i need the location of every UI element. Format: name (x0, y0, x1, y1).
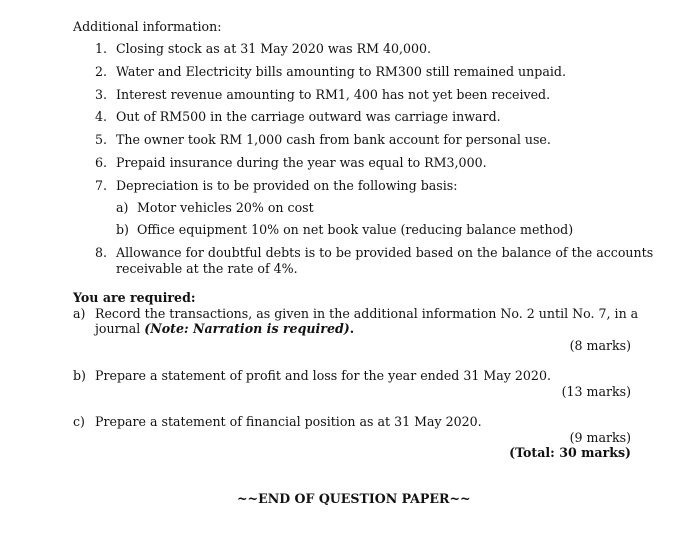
item-text: Interest revenue amounting to RM1, 400 has not yet been received. (116, 87, 551, 102)
item-number: 8. (95, 245, 108, 260)
item-number: 6. (95, 155, 108, 170)
question-text: Prepare a statement of financial position as at 31 May 2020. (95, 414, 482, 429)
question-text: Record the transactions, as given in the additional information No. 2 until No. 7, in a (95, 306, 639, 321)
question-label: c) (73, 414, 85, 429)
sub-item-text: Motor vehicles 20% on cost (137, 200, 314, 215)
item-text: Depreciation is to be provided on the following basis: (116, 178, 458, 193)
period: . (349, 321, 355, 336)
item-number: 5. (95, 132, 108, 147)
question-text: Prepare a statement of profit and loss for the year ended 31 May 2020. (95, 368, 551, 383)
journal-text: journal (95, 321, 145, 336)
question-text-continued (95, 321, 354, 337)
item-text: Allowance for doubtful debts is to be provided based on the balance of the accounts (116, 245, 654, 260)
item-number: 4. (95, 109, 108, 124)
sub-item-text: Office equipment 10% on net book value (reducing balance method) (137, 222, 574, 237)
total-marks: (Total: 30 marks) (509, 445, 631, 460)
required-heading: You are required: (73, 290, 196, 305)
marks: (8 marks) (569, 338, 631, 353)
item-text: Prepaid insurance during the year was equal to RM3,000. (116, 155, 487, 170)
marks: (9 marks) (569, 430, 631, 445)
item-text: Out of RM500 in the carriage outward was carriage inward. (116, 109, 501, 124)
marks: (13 marks) (561, 384, 631, 399)
end-of-paper: ~~END OF QUESTION PAPER~~ (237, 491, 471, 506)
sub-item-label: b) (116, 222, 129, 237)
heading-additional-information: Additional information: (73, 19, 222, 34)
item-number: 1. (95, 41, 108, 56)
question-label: a) (73, 306, 86, 321)
item-number: 2. (95, 64, 108, 79)
item-number: 3. (95, 87, 108, 102)
item-text: The owner took RM 1,000 cash from bank account for personal use. (116, 132, 551, 147)
item-text: Water and Electricity bills amounting to RM300 still remained unpaid. (116, 64, 566, 79)
sub-item-label: a) (116, 200, 129, 215)
narration-note: (Note: Narration is required) (144, 321, 350, 336)
question-label: b) (73, 368, 86, 383)
item-text: Closing stock as at 31 May 2020 was RM 40,000. (116, 41, 432, 56)
item-text-continued: receivable at the rate of 4%. (116, 261, 298, 276)
item-number: 7. (95, 178, 108, 193)
